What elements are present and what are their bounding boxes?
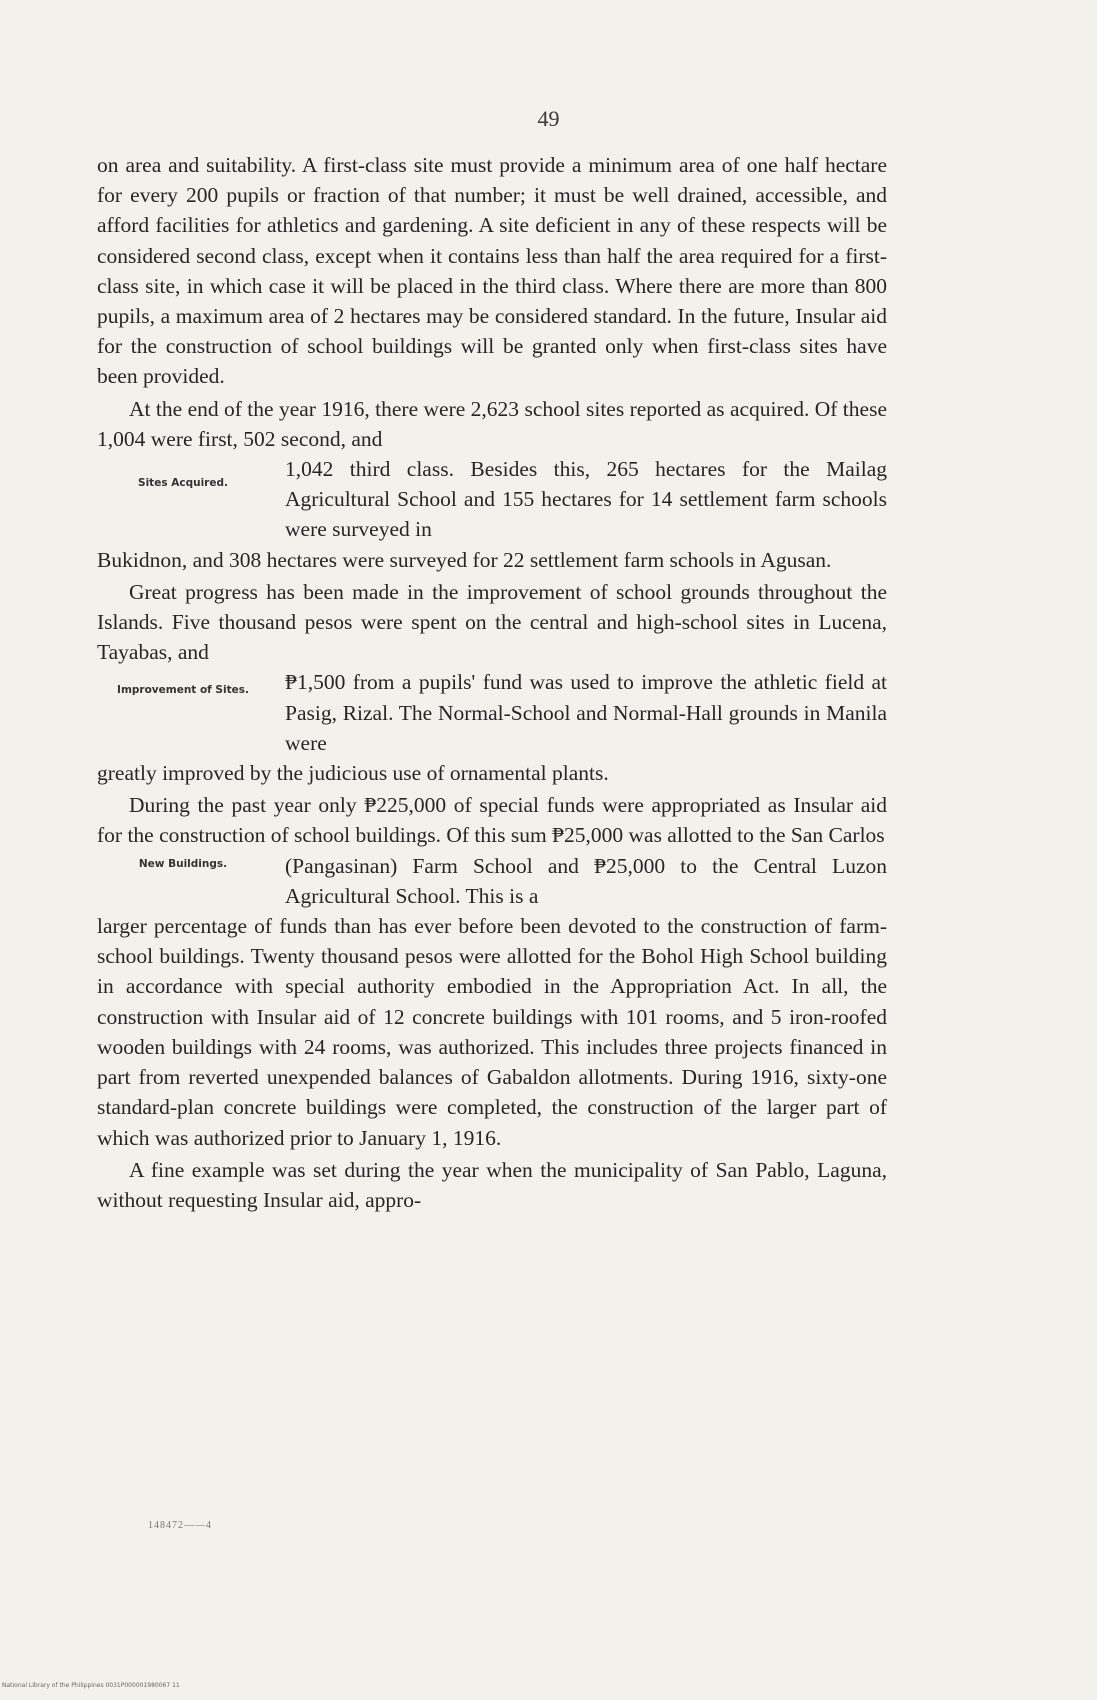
sidenote-row [97, 454, 887, 545]
paragraph-lead: Great progress has been made in the improvement of school grounds throughout the Islands. Five thousand pesos were spent on the central and high-school sites in Lucena, Tayabas, and [97, 579, 887, 665]
paragraph-lead: During the past year only ₱225,000 of special funds were appropriated as Insular aid for the construction of school buildings. Of this sum ₱25,000 was allotted to the San Carlos [97, 793, 887, 848]
paragraph-beside-sidenote: 1,042 third class. Besides this, 265 hectares for the Mailag Agricultural School and 155 hectares for 14 settlement farm schools were surveyed in [285, 457, 887, 542]
paragraph-tail: larger percentage of funds than has ever before been devoted to the construction of farm-school buildings. Twenty thousand pesos were allotted for the Bohol High School building in accordance with special authority embodied in the Appropriation Act. In all, the construction with Insular aid of 12 concrete buildings with 101 rooms, and 5 iron-roofed wooden buildings with 24 rooms, was authorized. This includes three projects financed in part from reverted unexpended balances of Gabaldon allotments. During 1916, sixty-one standard-plan concrete buildings were completed, the construction of the larger part of which was authorized prior to January 1, 1916. [97, 914, 887, 1150]
paragraph-site-standards: on area and suitability. A first-class site must provide a minimum area of one half hectare for every 200 pupils or fraction of that number; it must be well drained, accessible, and afford facilities for athletics and gardening. A site deficient in any of these respects will be considered second class, except when it contains less than half the area required for a first-class site, in which case it will be placed in the third class. Where there are more than 800 pupils, a maximum area of 2 hectares may be considered standard. In the future, Insular aid for the construction of school buildings will be granted only when first-class sites have been provided. [97, 153, 887, 389]
sidenote-new-buildings: New Buildings. [138, 857, 228, 870]
paragraph-tail: greatly improved by the judicious use of ornamental plants. [97, 761, 609, 786]
paragraph-beside-sidenote: ₱1,500 from a pupils' fund was used to improve the athletic field at Pasig, Rizal. The Normal-School and Normal-Hall grounds in Manila were [285, 670, 887, 755]
paragraph-new-buildings [97, 790, 887, 1152]
paragraph-tail: Bukidnon, and 308 hectares were surveyed for 22 settlement farm schools in Agusan. [97, 547, 832, 572]
sidenote-sites-acquired: Sites Acquired. [138, 477, 228, 490]
sidenote-improvement-of-sites: Improvement of Sites. [117, 684, 249, 697]
sidenote-row [97, 667, 887, 758]
signature-mark: 148472——4 [148, 1520, 212, 1531]
paragraph-san-pablo: A fine example was set during the year when the municipality of San Pablo, Laguna, without requesting Insular aid, appro- [97, 1157, 887, 1212]
paragraph-sites-acquired [97, 394, 887, 575]
paragraph-beside-sidenote: (Pangasinan) Farm School and ₱25,000 to the Central Luzon Agricultural School. This is a [285, 853, 887, 908]
body-text [97, 150, 887, 1215]
paragraph-lead: At the end of the year 1916, there were 2,623 school sites reported as acquired. Of these 1,004 were first, 502 second, and [97, 396, 887, 451]
sidenote-row [97, 851, 887, 911]
page-number: 49 [537, 106, 560, 131]
scan-footer: National Library of the Philippines 0031P000001980067 11 [2, 1682, 180, 1689]
paragraph-improvement-of-sites [97, 577, 887, 788]
